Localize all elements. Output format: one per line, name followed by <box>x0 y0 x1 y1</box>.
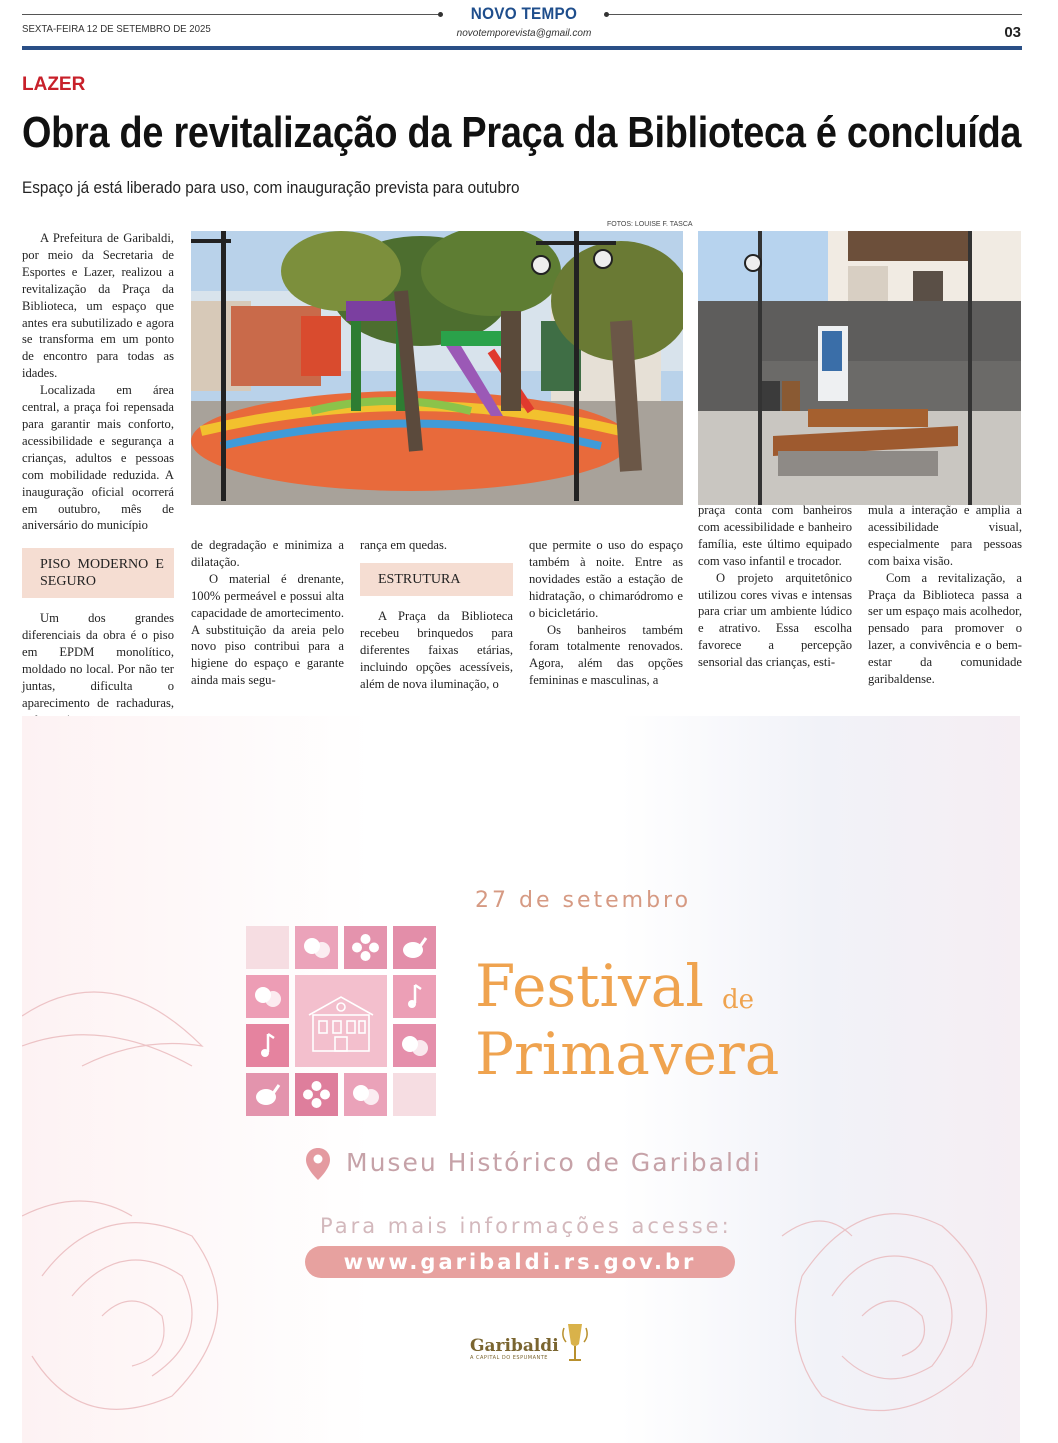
theater-masks-icon <box>393 1024 436 1067</box>
header-dot-left <box>438 12 443 17</box>
col4-paragraph-2: Os banheiros também foram totalmente renovados. Agora, além das opções femininas e masculinas, a <box>529 622 683 688</box>
masthead: NOVO TEMPO <box>470 4 578 23</box>
flower-icon <box>344 926 387 969</box>
website-url[interactable]: www.garibaldi.rs.gov.br <box>343 1250 697 1274</box>
theater-masks-icon <box>295 926 338 969</box>
col3-paragraph-2: A Praça da Biblioteca recebeu brinquedos para diferentes faixas etárias, incluindo opções acessíveis, além de nova iluminação, o <box>360 608 513 691</box>
issue-date: SEXTA-FEIRA 12 DE SETEMBRO DE 2025 <box>22 23 211 35</box>
playground-photo <box>191 231 683 505</box>
music-note-icon <box>246 1024 289 1067</box>
header-rule-right <box>608 14 1022 15</box>
article-column-5 <box>698 502 852 671</box>
event-location: Museu Histórico de Garibaldi <box>346 1148 762 1177</box>
article-column-2 <box>191 537 344 689</box>
col2-paragraph-2: O material é drenante, 100% permeável e possui alta capacidade de amortecimento. A substituição da areia pelo novo piso contribui para a higiene do espaço e garante ainda mais segu- <box>191 571 344 688</box>
col5-paragraph-2: O projeto arquitetônico utilizou cores vivas e intensas para criar um ambiente lúdico e atrativo. Essa escolha favorece a percepção sensorial das crianças, esti- <box>698 570 852 670</box>
event-title-de: de <box>722 985 755 1015</box>
website-link[interactable] <box>305 1246 735 1278</box>
location-pin-icon <box>306 1148 330 1180</box>
section-label: LAZER <box>22 74 86 95</box>
museum-building-icon <box>295 975 387 1067</box>
col2-paragraph-1: de degradação e minimiza a dilatação. <box>191 538 344 569</box>
headline: Obra de revitalização da Praça da Biblioteca é concluída <box>22 108 1022 157</box>
champagne-glass-icon <box>560 1320 590 1366</box>
page-number: 03 <box>1004 24 1021 41</box>
subheadline: Espaço já está liberado para uso, com inauguração prevista para outubro <box>22 178 520 197</box>
mosaic-tile <box>393 1073 436 1116</box>
article-column-3 <box>360 537 513 692</box>
flower-icon <box>295 1073 338 1116</box>
benches-photo <box>698 231 1021 505</box>
col3-paragraph-1: rança em quedas. <box>360 538 448 552</box>
header-rule-left <box>22 14 440 15</box>
subheading-piso: PISO MODERNO E SEGURO <box>22 548 174 598</box>
article-column-1 <box>22 230 174 729</box>
mosaic-tile <box>246 926 289 969</box>
intro-paragraph-1: A Prefeitura de Garibaldi, por meio da Secretaria de Esportes e Lazer, realizou a revitalização da Praça da Biblioteca, um espaço que antes era subutilizado e agora se transforma em um ponto de encontro para todas as idades. <box>22 231 174 381</box>
piso-paragraph: Um dos grandes diferenciais da obra é o piso em EPDM monolítico, moldado no local. Por não ter juntas, dificulta o aparecimento de rachaduras, <box>22 611 174 710</box>
theater-masks-icon <box>344 1073 387 1116</box>
event-date: 27 de setembro <box>475 888 692 913</box>
contact-email: novotemporevista@gmail.com <box>456 28 592 39</box>
col6-paragraph-1: mula a interação e amplia a acessibilidade visual, especialmente para pessoas com baixa visão. <box>868 503 1022 568</box>
event-title-line1: Festival <box>475 952 704 1020</box>
intro-paragraph-2: Localizada em área central, a praça foi repensada para garantir mais conforto, acessibilidade e segurança a crianças, adultos e pessoas com mobilidade reduzida. A inauguração oficial ocorrerá em outubro, mês de aniversário do município <box>22 383 174 533</box>
article-column-4 <box>529 537 683 689</box>
subheading-estrutura: ESTRUTURA <box>360 563 513 596</box>
header-band <box>22 46 1022 50</box>
header-dot-right <box>604 12 609 17</box>
garibaldi-logo-tagline: A CAPITAL DO ESPUMANTE <box>470 1355 548 1361</box>
col6-paragraph-2: Com a revitalização, a Praça da Biblioteca passa a ser um espaço mais acolhedor, pensado para promover o lazer, a convivência e o bem-estar da comunidade garibaldense. <box>868 570 1022 687</box>
palette-icon <box>393 926 436 969</box>
garibaldi-logo-text: Garibaldi <box>470 1336 559 1356</box>
info-text: Para mais informações acesse: <box>320 1214 732 1238</box>
col5-paragraph-1: praça conta com banheiros com acessibilidade e banheiro família, este último equipado com vaso infantil e trocador. <box>698 503 852 568</box>
theater-masks-icon <box>246 975 289 1018</box>
music-note-icon <box>393 975 436 1018</box>
col4-paragraph-1: que permite o uso do espaço também à noite. Entre as novidades estão a estação de hidratação, o chimaródromo e o bicicletário. <box>529 538 683 620</box>
event-title-line2: Primavera <box>475 1020 780 1088</box>
photo-credit: FOTOS: LOUISE F. TASCA <box>607 221 693 228</box>
palette-icon <box>246 1073 289 1116</box>
article-column-6 <box>868 502 1022 688</box>
